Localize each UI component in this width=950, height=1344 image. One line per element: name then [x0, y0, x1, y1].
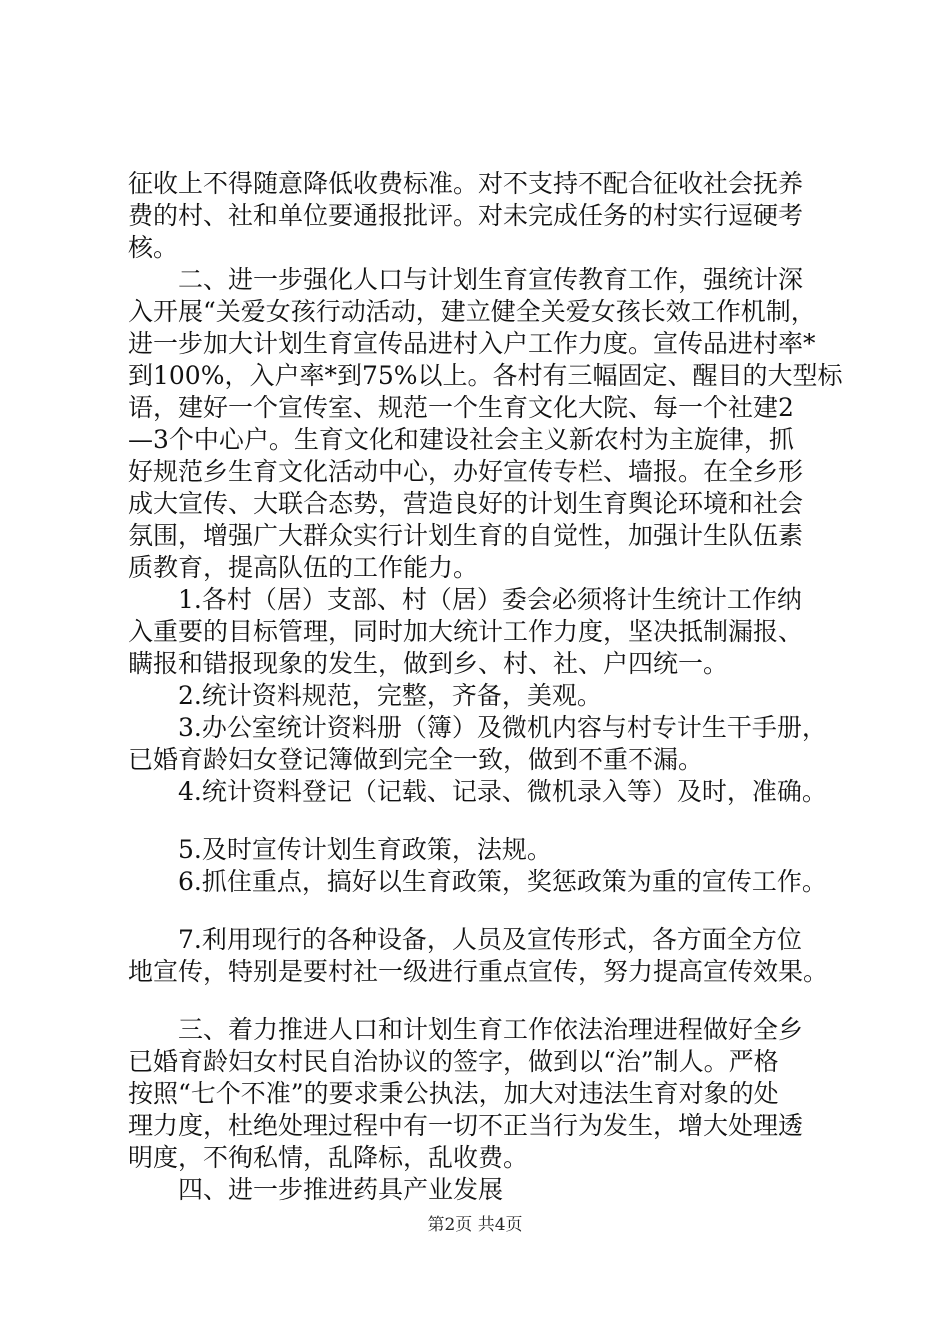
document-body — [128, 168, 850, 1206]
section-heading-two: 二、进一步强化人口与计划生育宣传教育工作，强统计深 — [178, 265, 804, 294]
list-item-1: 1.各村（居）支部、村（居）委会必须将计生统计工作纳 — [178, 585, 802, 614]
text-line: 核。 — [128, 233, 179, 262]
text-line: 按照“七个不准”的要求秉公执法，加大对违法生育对象的处 — [128, 1079, 779, 1108]
page-number-footer: 第2页 共4页 — [427, 1215, 523, 1235]
blank-line — [128, 898, 850, 924]
section-heading-four: 四、进一步推进药具产业发展 — [178, 1175, 504, 1204]
text-line: 已婚育龄妇女登记簿做到完全一致，做到不重不漏。 — [128, 745, 704, 774]
blank-line — [128, 988, 850, 1014]
text-line: 已婚育龄妇女村民自治协议的签字，做到以“治”制人。严格 — [128, 1047, 779, 1076]
text-line: 到100%，入户率*到75%以上。各村有三幅固定、醒目的大型标 — [128, 361, 843, 390]
text-line: 入开展“关爱女孩行动活动，建立健全关爱女孩长效工作机制， — [128, 297, 816, 326]
text-line: 入重要的目标管理，同时加大统计工作力度，坚决抵制漏报、 — [128, 617, 804, 646]
section-heading-three: 三、着力推进人口和计划生育工作依法治理进程做好全乡 — [178, 1015, 804, 1044]
text-line: 语，建好一个宣传室、规范一个生育文化大院、每一个社建2 — [128, 393, 794, 422]
text-line: 瞒报和错报现象的发生，做到乡、村、社、户四统一。 — [128, 649, 729, 678]
blank-line — [128, 808, 850, 834]
text-line: 成大宣传、大联合态势，营造良好的计划生育舆论环境和社会 — [128, 489, 804, 518]
text-line: 质教育，提高队伍的工作能力。 — [128, 553, 479, 582]
text-line: 好规范乡生育文化活动中心，办好宣传专栏、墙报。在全乡形 — [128, 457, 804, 486]
list-item-7: 7.利用现行的各种设备，人员及宣传形式，各方面全方位 — [178, 925, 802, 954]
text-line: 明度，不徇私情，乱降标，乱收费。 — [128, 1143, 529, 1172]
text-line: 进一步加大计划生育宣传品进村入户工作力度。宣传品进村率* — [128, 329, 816, 358]
list-item-2: 2.统计资料规范，完整，齐备，美观。 — [178, 681, 602, 710]
list-item-3: 3.办公室统计资料册（簿）及微机内容与村专计生干手册， — [178, 713, 827, 742]
text-line: 费的村、社和单位要通报批评。对未完成任务的村实行逗硬考 — [128, 201, 804, 230]
text-line: 氛围，增强广大群众实行计划生育的自觉性，加强计生队伍素 — [128, 521, 804, 550]
text-line: 理力度，杜绝处理过程中有一切不正当行为发生，增大处理透 — [128, 1111, 804, 1140]
list-item-5: 5.及时宣传计划生育政策，法规。 — [178, 835, 552, 864]
text-line: —3个中心户。生育文化和建设社会主义新农村为主旋律，抓 — [128, 425, 794, 454]
text-line: 地宣传，特别是要村社一级进行重点宣传，努力提高宣传效果。 — [128, 957, 829, 986]
list-item-6: 6.抓住重点，搞好以生育政策，奖惩政策为重的宣传工作。 — [178, 867, 827, 896]
list-item-4: 4.统计资料登记（记载、记录、微机录入等）及时，准确。 — [178, 777, 827, 806]
text-line: 征收上不得随意降低收费标准。对不支持不配合征收社会抚养 — [128, 169, 804, 198]
